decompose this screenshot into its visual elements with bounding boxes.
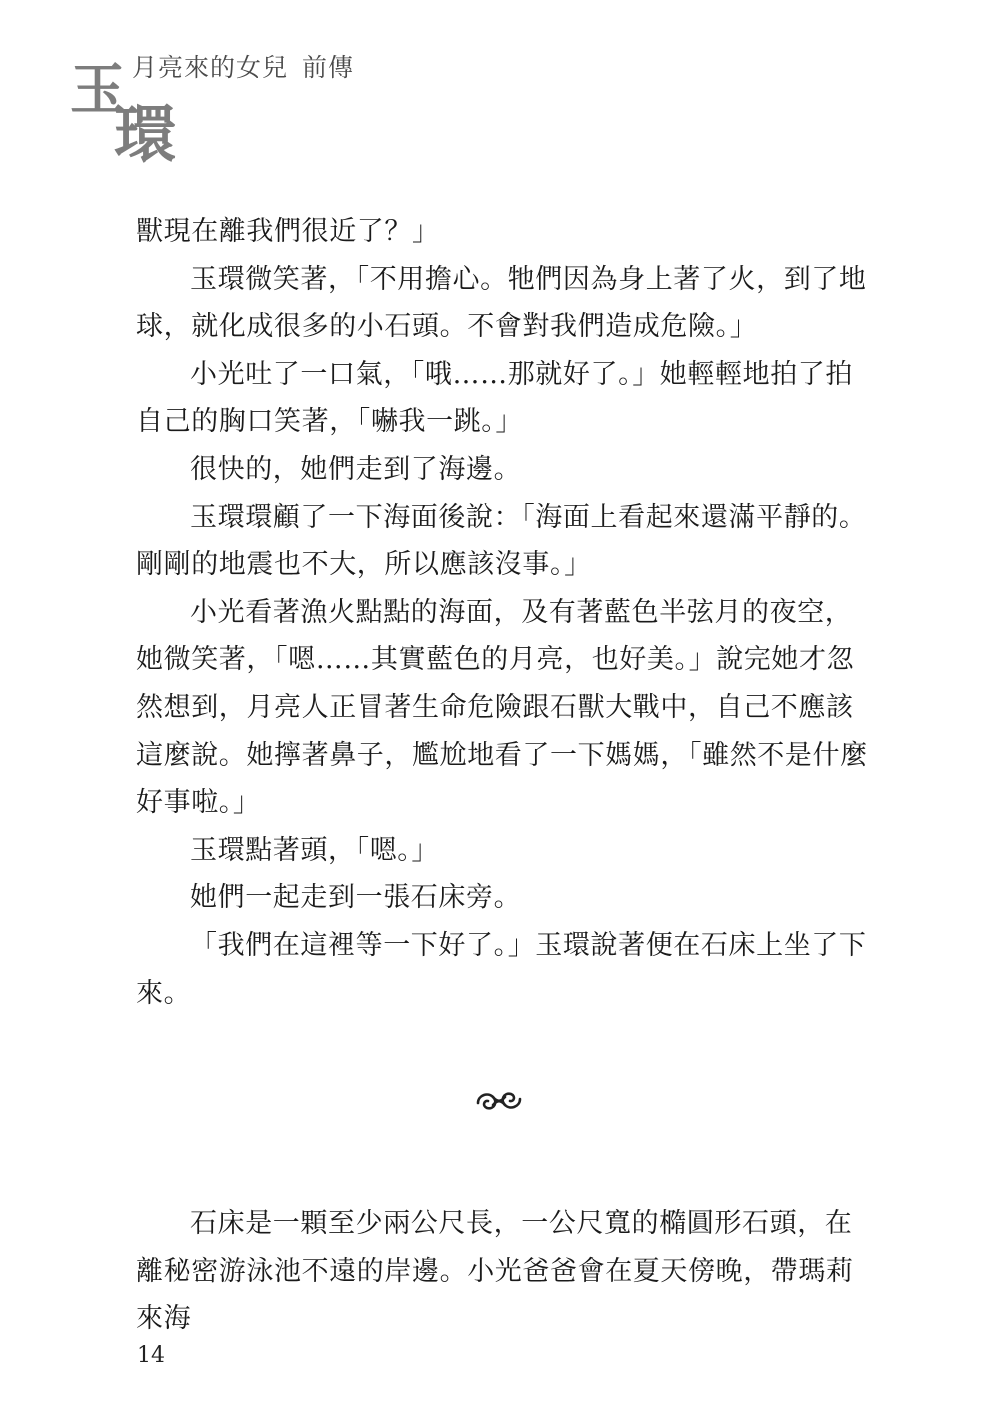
paragraph: 玉環點著頭，「嗯。」 bbox=[190, 834, 439, 866]
running-header bbox=[70, 40, 390, 170]
paragraph: 獸現在離我們很近了？」 bbox=[136, 216, 440, 247]
paragraph: 玉環環顧了一下海面後說：「海面上看起來還滿平靜的。剛剛的地震也不大，所以應該沒事。」 bbox=[136, 501, 867, 581]
book-title-main: 月亮來的女兒 bbox=[132, 53, 289, 82]
book-title bbox=[132, 48, 354, 84]
paragraph: 石床是一顆至少兩公尺長，一公尺寬的橢圓形石頭，在離秘密游泳池不遠的岸邊。小光爸爸會在夏天傍晚，帶瑪莉來海 bbox=[136, 1208, 854, 1335]
paragraph: 很快的，她們走到了海邊。 bbox=[190, 453, 522, 485]
logo-char-huan: 環 bbox=[114, 98, 177, 171]
scroll-ornament-icon bbox=[474, 1086, 524, 1116]
book-title-sub: 前傳 bbox=[302, 53, 355, 82]
paragraph: 她們一起走到一張石床旁。 bbox=[190, 882, 522, 914]
body-text-after-break bbox=[136, 1200, 868, 1343]
paragraph: 小光看著漁火點點的海面，及有著藍色半弦月的夜空，她微笑著，「嗯……其實藍色的月亮，也好美。」說完她才忽然想到，月亮人正冒著生命危險跟石獸大戰中，自己不應該這麼說。她擰著鼻子，尷尬地看了一下媽媽，「雖然不是什麼好事啦。」 bbox=[136, 596, 868, 819]
logo-char-yu: 玉 bbox=[70, 57, 126, 123]
body-text bbox=[136, 208, 868, 1017]
paragraph: 小光吐了一口氣，「哦……那就好了。」她輕輕地拍了拍自己的胸口笑著，「嚇我一跳。」 bbox=[136, 358, 853, 438]
page-number: 14 bbox=[137, 1343, 165, 1368]
paragraph: 「我們在這裡等一下好了。」玉環說著便在石床上坐了下來。 bbox=[136, 929, 867, 1009]
paragraph: 玉環微笑著，「不用擔心。牠們因為身上著了火，到了地球，就化成很多的小石頭。不會對我們造成危險。」 bbox=[136, 263, 867, 343]
